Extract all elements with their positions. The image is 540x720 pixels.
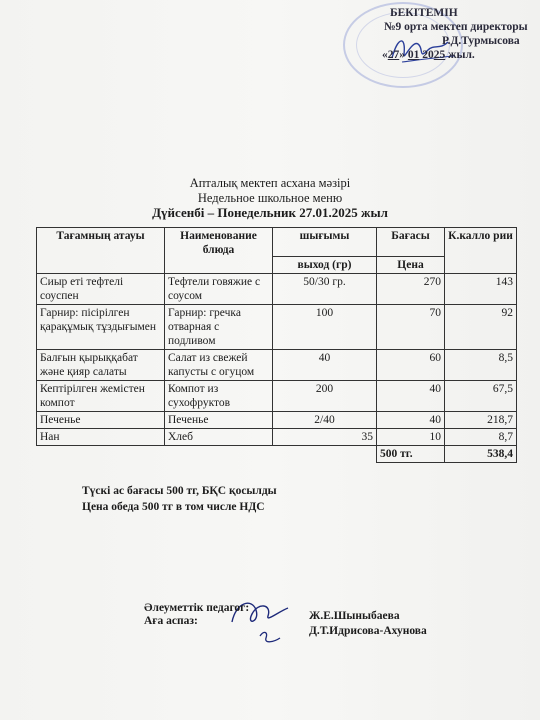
cell-price: 40 bbox=[377, 381, 445, 412]
table-row bbox=[37, 350, 517, 381]
approval-block bbox=[380, 6, 538, 62]
approval-day: 27 bbox=[387, 49, 400, 61]
cell-price: 270 bbox=[377, 274, 445, 305]
note-ru: Цена обеда 500 тг в том числе НДС bbox=[82, 501, 265, 513]
cell-yield: 40 bbox=[273, 350, 377, 381]
cell-ru-name: Компот из сухофруктов bbox=[165, 381, 273, 412]
header-price-ru: Цена bbox=[377, 257, 445, 274]
cell-yield: 50/30 гр. bbox=[273, 274, 377, 305]
name-senior-cook: Д.Т.Идрисова-Ахунова bbox=[309, 625, 427, 637]
menu-table bbox=[36, 227, 517, 463]
table-row bbox=[37, 381, 517, 412]
cell-ru-name: Хлеб bbox=[165, 429, 273, 446]
approval-year-prefix: 20 bbox=[422, 49, 434, 61]
cell-kcal: 92 bbox=[445, 305, 517, 350]
approval-position: №9 орта мектеп директоры bbox=[384, 21, 528, 33]
cell-price: 70 bbox=[377, 305, 445, 350]
cell-kz-name: Печенье bbox=[37, 412, 165, 429]
cell-ru-name: Салат из свежей капусты с огуцом bbox=[165, 350, 273, 381]
note-kz: Түскі ас бағасы 500 тг, БҚС қосылды bbox=[82, 485, 277, 497]
approval-date: «27» 01 2025 жыл. bbox=[382, 49, 475, 61]
cell-kcal: 8,5 bbox=[445, 350, 517, 381]
table-total-row bbox=[37, 446, 517, 463]
title-kz: Апталық мектеп асхана мәзірі bbox=[189, 176, 351, 190]
approval-title: БЕКІТЕМІН bbox=[390, 7, 458, 19]
cell-ru-name: Гарнир: гречка отварная с подливом bbox=[165, 305, 273, 350]
signature-roles bbox=[144, 602, 249, 628]
total-price: 500 тг. bbox=[377, 446, 445, 463]
cell-kz-name: Нан bbox=[37, 429, 165, 446]
approval-director-name: Р.Д.Турмысова bbox=[442, 35, 520, 47]
total-spacer bbox=[37, 446, 377, 463]
cell-kz-name: Сиыр еті тефтелі соуспен bbox=[37, 274, 165, 305]
table-row bbox=[37, 274, 517, 305]
cell-kcal: 218,7 bbox=[445, 412, 517, 429]
cell-kcal: 143 bbox=[445, 274, 517, 305]
name-social-pedagogue: Ж.Е.Шыныбаева bbox=[309, 610, 400, 622]
header-kz-name: Тағамның атауы bbox=[37, 228, 165, 274]
title-day: Дүйсенбі – Понедельник 27.01.2025 жыл bbox=[152, 205, 388, 220]
table-row bbox=[37, 429, 517, 446]
cell-kcal: 8,7 bbox=[445, 429, 517, 446]
cell-price: 60 bbox=[377, 350, 445, 381]
table-row bbox=[37, 305, 517, 350]
header-yield-kz: шығымы bbox=[273, 228, 377, 257]
header-price-kz: Бағасы bbox=[377, 228, 445, 257]
header-ru-name: Наименование блюда bbox=[165, 228, 273, 274]
table-header-row bbox=[37, 228, 517, 257]
cell-kz-name: Гарнир: пісірілген қарақұмық тұздығымен bbox=[37, 305, 165, 350]
cell-price: 10 bbox=[377, 429, 445, 446]
cell-kz-name: Балғын қырыққабат және қияр салаты bbox=[37, 350, 165, 381]
approval-month: 01 bbox=[407, 49, 420, 61]
role-social-pedagogue: Әлеуметтік педагог: bbox=[144, 602, 250, 614]
header-calories: К.калло рии bbox=[445, 228, 517, 274]
approval-year-suffix: жыл. bbox=[448, 49, 475, 61]
cell-kcal: 67,5 bbox=[445, 381, 517, 412]
cell-yield: 35 bbox=[273, 429, 377, 446]
cell-price: 40 bbox=[377, 412, 445, 429]
price-notes bbox=[82, 483, 277, 515]
total-kcal: 538,4 bbox=[445, 446, 517, 463]
cell-yield: 100 bbox=[273, 305, 377, 350]
cell-ru-name: Тефтели говяжие с соусом bbox=[165, 274, 273, 305]
cell-yield: 2/40 bbox=[273, 412, 377, 429]
approval-year: 25 bbox=[433, 49, 446, 61]
table-row bbox=[37, 412, 517, 429]
title-ru: Недельное школьное меню bbox=[197, 191, 343, 205]
signature-names bbox=[309, 609, 427, 639]
role-senior-cook: Аға аспаз: bbox=[144, 615, 198, 627]
header-yield-ru: выход (гр) bbox=[273, 257, 377, 274]
cell-yield: 200 bbox=[273, 381, 377, 412]
cell-kz-name: Кептірілген жемістен компот bbox=[37, 381, 165, 412]
cell-ru-name: Печенье bbox=[165, 412, 273, 429]
